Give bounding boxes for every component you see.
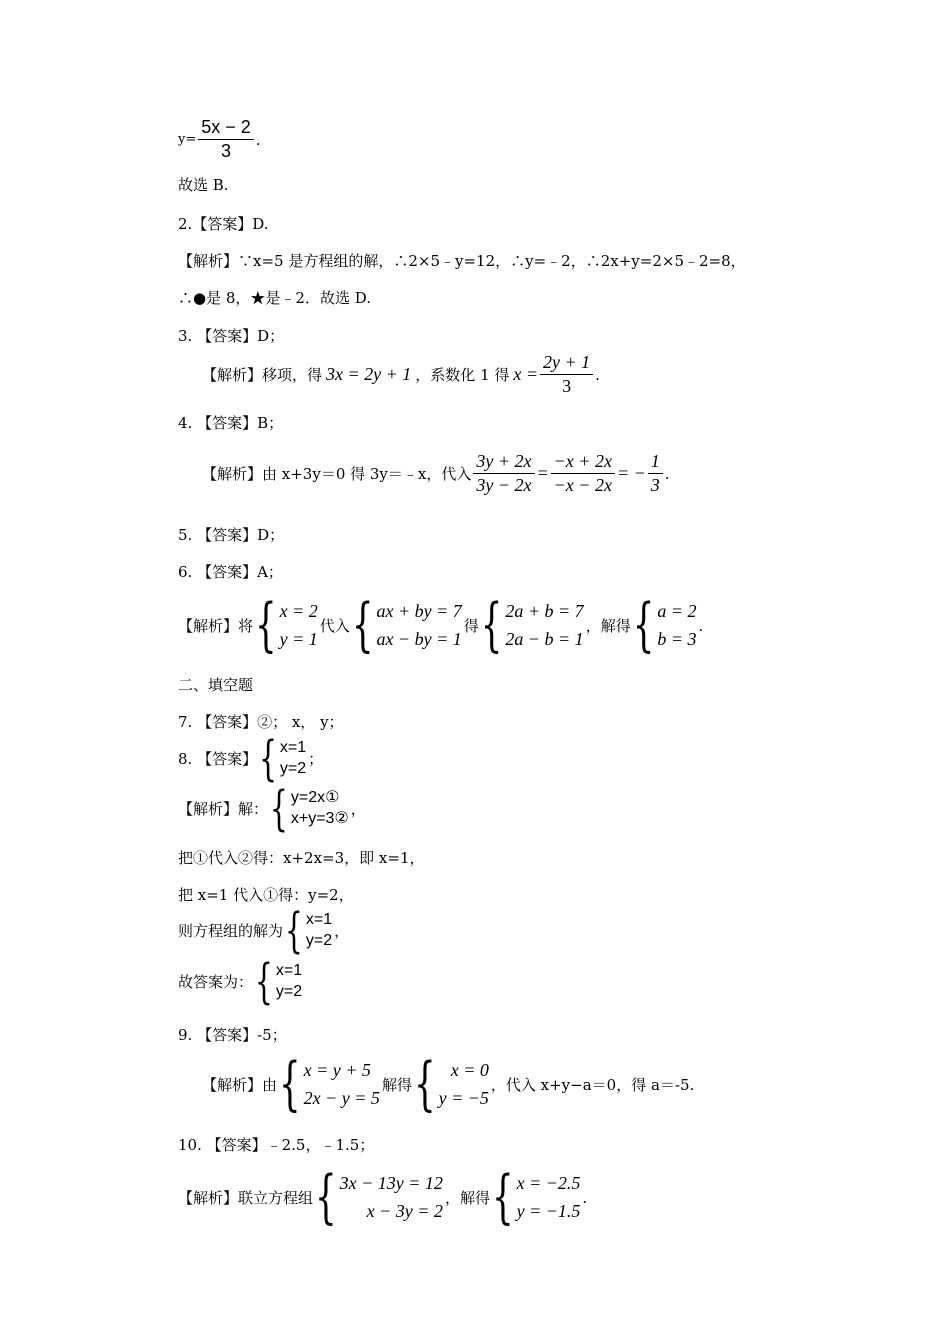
equation-system — [255, 952, 303, 1009]
system-row: y = −5 — [438, 1087, 489, 1108]
system-row: x+y=3② — [290, 809, 349, 827]
q9-answer: 9. 【答案】-5； — [178, 1026, 287, 1044]
system-row: y = 1 — [279, 628, 318, 649]
text: 代入 — [319, 617, 350, 636]
denominator: −x − 2x — [553, 474, 612, 495]
q3-analysis — [202, 353, 600, 397]
system-rows — [280, 598, 318, 654]
text: 【解析】由 x+3y＝0 得 3y＝﹣x，代入 — [202, 465, 472, 484]
text: ， — [350, 800, 366, 819]
q7-answer: 7. 【答案】②； x， y； — [178, 713, 344, 731]
q6-analysis — [178, 591, 704, 660]
text: 【解析】联立方程组 — [178, 1189, 314, 1208]
text: ； — [308, 750, 324, 769]
system-row: x = 2 — [279, 601, 318, 621]
system-row: x = y + 5 — [303, 1060, 371, 1080]
equals-sign: = − — [616, 463, 646, 484]
system-row: 2a + b = 7 — [505, 601, 584, 621]
q8-step-solve-y: 把 x=1 代入①得：y=2， — [178, 886, 354, 904]
brace: { — [270, 779, 288, 836]
equals-sign: = — [536, 463, 549, 484]
system-rows — [306, 910, 332, 952]
fraction — [551, 452, 615, 496]
numerator: 5x − 2 — [198, 118, 254, 140]
system-rows — [657, 598, 696, 654]
equation-system — [632, 591, 697, 660]
text: 解得 — [381, 1076, 412, 1095]
system-rows — [505, 598, 583, 654]
text: . — [595, 365, 600, 384]
denominator: 3y − 2x — [476, 474, 532, 495]
equation-system — [315, 1163, 443, 1232]
q10-answer: 10. 【答案】﹣2.5，﹣1.5； — [178, 1136, 375, 1154]
system-row: ax − by = 1 — [376, 628, 462, 649]
system-row: y=2 — [305, 931, 333, 949]
text: 故答案为： — [178, 973, 254, 992]
numerator: 1 — [648, 452, 663, 474]
numerator: 3y + 2x — [473, 452, 534, 474]
system-row: 2a − b = 1 — [505, 628, 584, 649]
brace: { — [632, 591, 655, 660]
system-row: y=2 — [275, 982, 303, 1000]
system-row: x = 0 — [450, 1060, 489, 1080]
system-row: b = 3 — [657, 628, 697, 649]
equation-system — [413, 1050, 489, 1119]
text: 8. 【答案】 — [178, 750, 258, 769]
q4-answer: 4. 【答案】B； — [178, 414, 284, 432]
equation: x = — [513, 364, 539, 385]
text: 【解析】由 — [202, 1076, 278, 1095]
fraction — [198, 118, 254, 162]
system-rows — [439, 1057, 489, 1113]
q9-analysis — [202, 1050, 695, 1119]
system-rows — [276, 961, 302, 1003]
q8-final-answer — [178, 952, 304, 1009]
equation-system — [480, 591, 584, 660]
system-row: x − 3y = 2 — [366, 1200, 443, 1221]
section-title-fill-blank: 二、填空题 — [178, 676, 254, 694]
fraction — [540, 353, 593, 397]
text: ，解得 — [444, 1189, 490, 1208]
q3-answer: 3. 【答案】D； — [178, 327, 285, 345]
brace: { — [480, 591, 503, 660]
q2-analysis-cont: ∴●是 8，★是﹣2．故选 D. — [178, 289, 371, 307]
denominator: 3 — [562, 375, 572, 396]
equation-system — [255, 591, 318, 660]
q5-answer: 5. 【答案】D； — [178, 526, 285, 544]
denominator: 3 — [221, 140, 232, 161]
system-row: y=2 — [279, 759, 307, 777]
system-row: a = 2 — [657, 601, 697, 621]
q10-analysis — [178, 1163, 588, 1232]
equation-system — [259, 729, 307, 786]
q8-analysis — [178, 779, 366, 836]
system-rows — [291, 788, 349, 830]
brace: { — [285, 901, 303, 958]
text: . — [582, 1188, 588, 1207]
text: . — [255, 130, 261, 149]
brace: { — [351, 591, 374, 660]
text: 【解析】将 — [178, 617, 254, 636]
text: . — [664, 464, 670, 483]
system-row: x=1 — [305, 911, 333, 928]
text: ，代入 x+y−a＝0，得 a＝-5. — [490, 1076, 695, 1095]
line-choose-b: 故选 B. — [178, 176, 229, 194]
text: ，解得 — [585, 617, 631, 636]
brace: { — [255, 591, 277, 660]
system-row: x = −2.5 — [516, 1173, 581, 1193]
system-row: ax + by = 7 — [376, 601, 462, 621]
brace: { — [315, 1163, 337, 1232]
system-rows — [376, 598, 461, 654]
system-row: y = −1.5 — [516, 1200, 581, 1221]
equation-system — [270, 779, 349, 836]
fraction — [648, 452, 663, 496]
equation-system — [351, 591, 462, 660]
numerator: 2y + 1 — [540, 353, 593, 375]
q6-answer: 6. 【答案】A； — [178, 563, 283, 581]
q8-answer — [178, 729, 324, 786]
q8-step-substitute: 把①代入②得：x+2x=3，即 x=1， — [178, 849, 425, 867]
text: ， — [334, 922, 350, 941]
line-y-formula — [178, 118, 261, 162]
brace: { — [255, 952, 273, 1009]
system-row: 3x − 13y = 12 — [339, 1173, 443, 1193]
denominator: 3 — [650, 474, 660, 495]
fraction — [473, 452, 534, 496]
system-row: x=1 — [275, 962, 303, 979]
system-rows — [340, 1170, 443, 1226]
q2-analysis: 【解析】∵x=5 是方程组的解，∴2×5﹣y=12，∴y=﹣2，∴2x+y=2×5﹣2=8， — [178, 252, 746, 270]
system-row: 2x − y = 5 — [303, 1087, 380, 1108]
text: 【解析】移项，得 — [202, 366, 323, 385]
equation-system — [285, 901, 333, 958]
brace: { — [259, 729, 277, 786]
q4-analysis — [202, 452, 670, 496]
system-row: y=2x① — [290, 789, 340, 806]
equation-system — [491, 1163, 581, 1232]
brace: { — [279, 1050, 301, 1119]
system-rows — [304, 1057, 380, 1113]
brace: { — [413, 1050, 436, 1119]
q2-answer: 2.【答案】D. — [178, 215, 269, 233]
text: . — [698, 616, 704, 635]
system-rows — [517, 1170, 581, 1226]
numerator: −x + 2x — [551, 452, 615, 474]
text: 则方程组的解为 — [178, 922, 284, 941]
text: 得 — [463, 617, 479, 636]
equation: 3x = 2y + 1 — [326, 364, 412, 385]
text: ，系数化 1 得 — [415, 366, 510, 385]
system-row: x=1 — [279, 739, 307, 756]
text: y= — [178, 132, 197, 148]
brace: { — [491, 1163, 514, 1232]
text: 【解析】解： — [178, 800, 269, 819]
equation-system — [279, 1050, 380, 1119]
q8-solution — [178, 901, 350, 958]
system-rows — [280, 738, 306, 780]
